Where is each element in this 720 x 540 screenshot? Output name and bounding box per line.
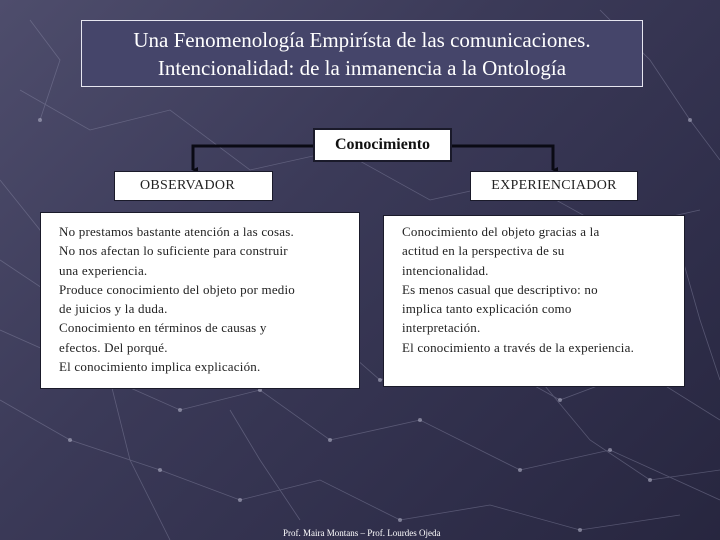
conocimiento-node: Conocimiento (313, 128, 452, 162)
description-line: Es menos casual que descriptivo: no (402, 281, 598, 297)
description-line: Produce conocimiento del objeto por medio (59, 281, 296, 297)
description-line: El conocimiento a través de la experiencia. (402, 339, 635, 355)
arrow-left (193, 146, 313, 170)
observador-description (40, 212, 360, 389)
description-line: Conocimiento en términos de causas y (59, 320, 267, 336)
title-line-2: Intencionalidad: de la inmanencia a la Ontología (157, 56, 567, 80)
observador-label: OBSERVADOR (114, 171, 273, 201)
description-line: efectos. Del porqué. (59, 339, 168, 355)
description-line: No prestamos bastante atención a las cosas. (59, 224, 294, 239)
description-line: Conocimiento del objeto gracias a la (402, 224, 600, 239)
description-line: de juicios y la duda. (59, 301, 168, 317)
description-line: una experiencia. (59, 262, 148, 278)
description-line: intencionalidad. (402, 262, 489, 278)
title-line-1: Una Fenomenología Empirísta de las comunicaciones. (133, 28, 591, 52)
description-line: No nos afectan lo suficiente para construir (59, 243, 288, 259)
experienciador-label: EXPERIENCIADOR (470, 171, 638, 201)
description-line: actitud en la perspectiva de su (402, 243, 565, 259)
description-line: interpretación. (402, 320, 481, 336)
description-line: El conocimiento implica explicación. (59, 359, 261, 375)
description-line: implica tanto explicación como (402, 301, 572, 317)
footer-credits: Prof. Maira Montans – Prof. Lourdes Ojeda (283, 528, 441, 538)
experienciador-description (383, 215, 685, 387)
arrow-right (452, 146, 553, 170)
